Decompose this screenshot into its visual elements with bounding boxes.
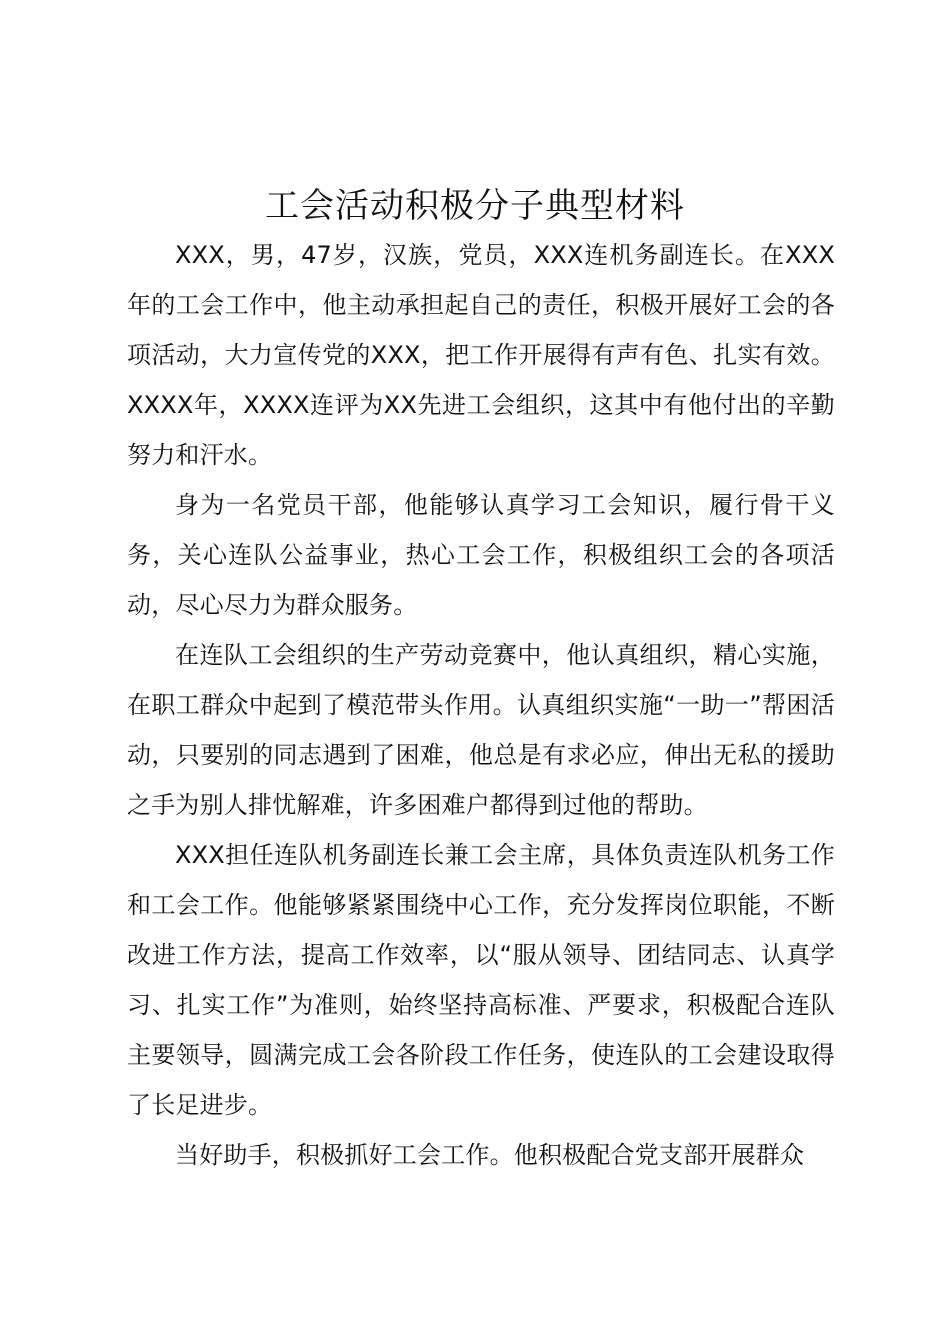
paragraph-assistant: 当好助手，积极抓好工会工作。他积极配合党支部开展群众	[175, 1141, 805, 1169]
paragraph-labor-competition: 在连队工会组织的生产劳动竞赛中，他认真组织，精心实施，在职工群众中起到了模范带头作用。认真组织实施“一助一”帮困活动，只要别的同志遇到了困难，他总是有求必应，伸出无私的援助之手为别人排忧解难，许多困难户都得到过他的帮助。	[127, 641, 835, 819]
document-title: 工会活动积极分子典型材料	[265, 186, 685, 226]
document-body	[127, 230, 835, 1180]
paragraph-intro: XXX，男，47岁，汉族，党员，XXX连机务副连长。在XXX年的工会工作中，他主动承担起自己的责任，积极开展好工会的各项活动，大力宣传党的XXX，把工作开展得有声有色、扎实有效。XXXX年，XXXX连评为XX先进工会组织，这其中有他付出的辛勤努力和汗水。	[127, 241, 835, 469]
paragraph-party-member: 身为一名党员干部，他能够认真学习工会知识，履行骨干义务，关心连队公益事业，热心工会工作，积极组织工会的各项活动，尽心尽力为群众服务。	[127, 491, 835, 619]
paragraph-union-chair: XXX担任连队机务副连长兼工会主席，具体负责连队机务工作和工会工作。他能够紧紧围绕中心工作，充分发挥岗位职能，不断改进工作方法，提高工作效率，以“服从领导、团结同志、认真学习、扎实工作”为准则，始终坚持高标准、严要求，积极配合连队主要领导，圆满完成工会各阶段工作任务，使连队的工会建设取得了长足进步。	[127, 841, 835, 1119]
